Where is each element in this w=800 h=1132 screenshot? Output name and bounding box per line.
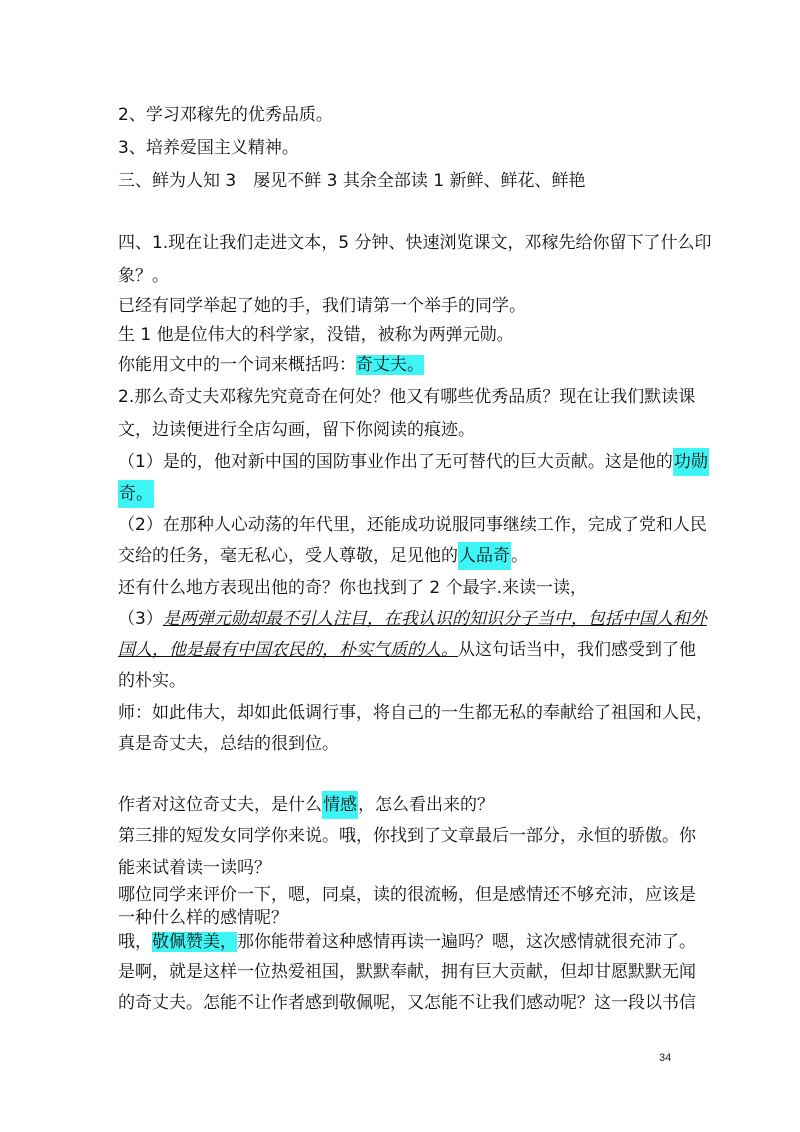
teacher-line-1: 师：如此伟大，却如此低调行事，将自己的一生都无私的奉献给了祖国和人民， <box>118 703 713 723</box>
vocabulary-line: 三、鲜为人知 3 屡见不鲜 3 其余全部读 1 新鲜、鲜花、鲜艳 <box>118 171 586 191</box>
paragraph-hand-raised: 已经有同学举起了她的手，我们请第一个举手的同学。 <box>118 296 526 316</box>
highlight-qinggan: 情感 <box>322 791 358 819</box>
paragraph-oh <box>118 930 696 954</box>
paragraph-find-more: 还有什么地方表现出他的奇？你也找到了 2 个最字.来读一读， <box>118 578 588 598</box>
objective-2: 2、学习邓稼先的优秀品质。 <box>118 105 333 125</box>
question-emotion-end: ，怎么看出来的？ <box>358 795 494 815</box>
paragraph-oh-end: 那你能带着这种感情再读一遍吗？嗯，这次感情就很充沛了。 <box>237 932 696 952</box>
paragraph-closing-line-1: 是啊，就是这样一位热爱祖国，默默奉献，拥有巨大贡献，但却甘愿默默无闻 <box>118 962 696 982</box>
highlight-qi: 奇。 <box>118 480 154 508</box>
answer-1-line-1 <box>118 450 709 474</box>
question-1-line-2: 象？。 <box>118 266 169 286</box>
paragraph-closing-line-2: 的奇丈夫。怎能不让作者感到敬佩呢，又怎能不让我们感动呢？这一段以书信 <box>118 993 696 1013</box>
summary-word-lead: 你能用文中的一个词来概括吗： <box>118 355 356 375</box>
highlight-renpinqi: 人品奇 <box>458 542 511 570</box>
answer-3-line-1 <box>118 607 707 631</box>
question-2-line-1: 2.那么奇丈夫邓稼先究竟奇在何处？他又有哪些优秀品质？现在让我们默读课 <box>118 387 696 407</box>
question-emotion <box>118 793 494 817</box>
quote-underlined-part-1: 是两弹元勋却最不引人注目，在我认识的知识分子当中，包括中国人和外 <box>162 609 707 629</box>
answer-3-tail: 从这句话当中，我们感受到了他 <box>458 640 696 660</box>
answer-2-end: 。 <box>511 546 528 566</box>
answer-3-line-2 <box>118 638 696 662</box>
paragraph-summary-word <box>118 353 424 377</box>
paragraph-third-row-line-1: 第三排的短发女同学你来说。哦，你找到了文章最后一部分，永恒的骄傲。你 <box>118 826 696 846</box>
paragraph-evaluation-line-2: 一种什么样的感情呢？ <box>118 908 288 928</box>
objective-3: 3、培养爱国主义精神。 <box>118 138 299 158</box>
paragraph-student-answer: 生 1 他是位伟大的科学家，没错，被称为两弹元勋。 <box>118 325 514 345</box>
paragraph-third-row-line-2: 能来试着读一读吗？ <box>118 858 271 878</box>
answer-1-line-2 <box>118 482 154 506</box>
paragraph-oh-lead: 哦， <box>118 932 152 952</box>
answer-3-line-3: 的朴实。 <box>118 671 186 691</box>
highlight-gongxun: 功勋 <box>673 448 709 476</box>
teacher-line-2: 真是奇丈夫，总结的很到位。 <box>118 734 339 754</box>
question-2-line-2: 文，边读便进行全店勾画，留下你阅读的痕迹。 <box>118 420 475 440</box>
highlight-qizhangfu: 奇丈夫。 <box>356 355 424 375</box>
paragraph-evaluation-line-1: 哪位同学来评价一下，嗯，同桌，读的很流畅，但是感情还不够充沛，应该是 <box>118 885 696 905</box>
answer-2-line-1: （2）在那种人心动荡的年代里，还能成功说服同事继续工作，完成了党和人民 <box>118 515 707 535</box>
quote-underlined-part-2: 国人，他是最有中国农民的，朴实气质的人。 <box>118 640 458 660</box>
highlight-jingpei-zanmei: 敬佩赞美， <box>152 932 237 952</box>
answer-2-line-2 <box>118 544 528 568</box>
question-emotion-lead: 作者对这位奇丈夫，是什么 <box>118 795 322 815</box>
answer-2-lead: 交给的任务，毫无私心，受人尊敬，足见他的 <box>118 546 458 566</box>
question-1-line-1: 四、1.现在让我们走进文本，5 分钟、快速浏览课文，邓稼先给你留下了什么印 <box>118 233 712 253</box>
answer-3-number: （3） <box>118 609 163 629</box>
answer-1-lead: （1）是的，他对新中国的国防事业作出了无可替代的巨大贡献。这是他的 <box>118 452 673 472</box>
page-number: 34 <box>659 1052 672 1064</box>
